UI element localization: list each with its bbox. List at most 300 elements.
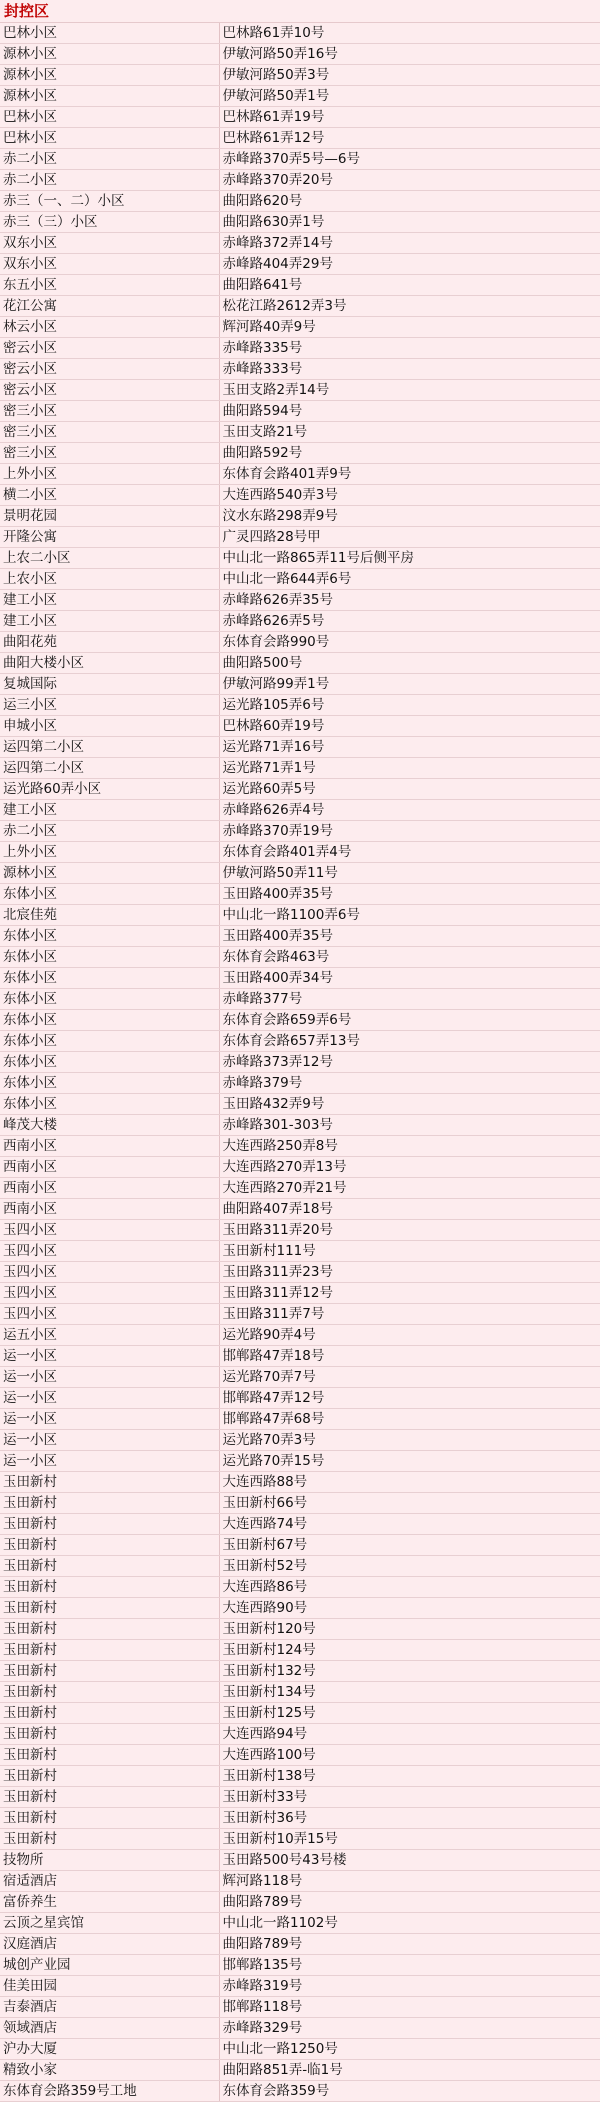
table-row — [0, 128, 600, 149]
table-row — [0, 800, 600, 821]
table-row — [0, 1766, 600, 1787]
community-cell[interactable]: 曲阳大楼小区 — [0, 653, 219, 674]
community-cell[interactable]: 巴林小区 — [0, 128, 219, 149]
table-row — [0, 695, 600, 716]
address-cell[interactable]: 伊敏河路50弄11号 — [219, 863, 600, 884]
address-cell[interactable]: 曲阳路620号 — [219, 191, 600, 212]
table-row — [0, 1808, 600, 1829]
table-row — [0, 821, 600, 842]
table-row — [0, 1724, 600, 1745]
community-cell[interactable]: 领域酒店 — [0, 2018, 219, 2039]
community-cell[interactable]: 西南小区 — [0, 1199, 219, 1220]
community-cell[interactable]: 密云小区 — [0, 359, 219, 380]
address-cell[interactable]: 玉田新村36号 — [219, 1808, 600, 1829]
community-cell[interactable]: 赤二小区 — [0, 149, 219, 170]
table-row — [0, 947, 600, 968]
address-cell[interactable]: 赤峰路626弄35号 — [219, 590, 600, 611]
address-cell[interactable]: 玉田路400弄35号 — [219, 884, 600, 905]
community-cell[interactable]: 玉田新村 — [0, 1829, 219, 1850]
community-cell[interactable]: 申城小区 — [0, 716, 219, 737]
table-row — [0, 107, 600, 128]
table-row — [0, 1871, 600, 1892]
community-cell[interactable]: 运四第二小区 — [0, 758, 219, 779]
address-cell[interactable]: 赤峰路370弄19号 — [219, 821, 600, 842]
table-row — [0, 1850, 600, 1871]
address-cell[interactable]: 曲阳路407弄18号 — [219, 1199, 600, 1220]
community-cell[interactable]: 赤二小区 — [0, 170, 219, 191]
community-cell[interactable]: 西南小区 — [0, 1157, 219, 1178]
table-row — [0, 590, 600, 611]
table-row — [0, 1346, 600, 1367]
address-cell[interactable]: 中山北一路865弄11号后侧平房 — [219, 548, 600, 569]
table-row — [0, 1640, 600, 1661]
table-row — [0, 1451, 600, 1472]
table-row — [0, 1514, 600, 1535]
address-cell[interactable]: 玉田新村134号 — [219, 1682, 600, 1703]
community-cell[interactable]: 赤三（一、二）小区 — [0, 191, 219, 212]
community-cell[interactable]: 东体小区 — [0, 1094, 219, 1115]
address-cell[interactable]: 运光路70弄15号 — [219, 1451, 600, 1472]
address-cell[interactable]: 大连西路540弄3号 — [219, 485, 600, 506]
community-cell[interactable]: 佳美田园 — [0, 1976, 219, 1997]
address-table-body — [0, 23, 600, 2102]
address-cell[interactable]: 玉田新村120号 — [219, 1619, 600, 1640]
table-row — [0, 1955, 600, 1976]
address-cell[interactable]: 玉田新村132号 — [219, 1661, 600, 1682]
address-cell[interactable]: 玉田新村52号 — [219, 1556, 600, 1577]
table-row — [0, 86, 600, 107]
address-cell[interactable]: 赤峰路626弄4号 — [219, 800, 600, 821]
community-cell[interactable]: 上外小区 — [0, 464, 219, 485]
table-row — [0, 527, 600, 548]
address-cell[interactable]: 中山北一路1100弄6号 — [219, 905, 600, 926]
table-row — [0, 401, 600, 422]
address-cell[interactable]: 运光路71弄1号 — [219, 758, 600, 779]
table-row — [0, 1472, 600, 1493]
address-cell[interactable]: 东体育会路657弄13号 — [219, 1031, 600, 1052]
table-row — [0, 611, 600, 632]
address-cell[interactable]: 东体育会路359号 — [219, 2081, 600, 2102]
address-cell[interactable]: 赤峰路301-303号 — [219, 1115, 600, 1136]
community-cell[interactable]: 复城国际 — [0, 674, 219, 695]
address-cell[interactable]: 中山北一路1250号 — [219, 2039, 600, 2060]
table-row — [0, 1997, 600, 2018]
table-row — [0, 758, 600, 779]
community-cell[interactable]: 云顶之星宾馆 — [0, 1913, 219, 1934]
community-cell[interactable]: 双东小区 — [0, 233, 219, 254]
community-cell[interactable]: 玉田新村 — [0, 1577, 219, 1598]
table-row — [0, 359, 600, 380]
community-cell[interactable]: 玉四小区 — [0, 1241, 219, 1262]
table-row — [0, 779, 600, 800]
community-cell[interactable]: 玉田新村 — [0, 1619, 219, 1640]
table-row — [0, 1388, 600, 1409]
address-cell[interactable]: 玉田新村33号 — [219, 1787, 600, 1808]
table-row — [0, 485, 600, 506]
address-cell[interactable]: 赤峰路377号 — [219, 989, 600, 1010]
community-cell[interactable]: 玉田新村 — [0, 1808, 219, 1829]
community-cell[interactable]: 吉泰酒店 — [0, 1997, 219, 2018]
community-cell[interactable]: 上外小区 — [0, 842, 219, 863]
community-cell[interactable]: 东体小区 — [0, 1010, 219, 1031]
community-cell[interactable]: 玉四小区 — [0, 1220, 219, 1241]
table-row — [0, 884, 600, 905]
address-cell[interactable]: 玉田路311弄23号 — [219, 1262, 600, 1283]
community-cell[interactable]: 横二小区 — [0, 485, 219, 506]
address-cell[interactable]: 赤峰路335号 — [219, 338, 600, 359]
table-row — [0, 44, 600, 65]
table-row — [0, 1976, 600, 1997]
table-row — [0, 1493, 600, 1514]
community-cell[interactable]: 密云小区 — [0, 380, 219, 401]
table-row — [0, 65, 600, 86]
community-cell[interactable]: 源林小区 — [0, 44, 219, 65]
address-cell[interactable]: 中山北一路1102号 — [219, 1913, 600, 1934]
community-cell[interactable]: 玉田新村 — [0, 1703, 219, 1724]
table-row — [0, 1598, 600, 1619]
address-cell[interactable]: 中山北一路644弄6号 — [219, 569, 600, 590]
community-cell[interactable]: 汉庭酒店 — [0, 1934, 219, 1955]
address-cell[interactable]: 玉田路400弄34号 — [219, 968, 600, 989]
community-cell[interactable]: 密云小区 — [0, 338, 219, 359]
community-cell[interactable]: 玉田新村 — [0, 1640, 219, 1661]
table-row — [0, 1304, 600, 1325]
address-cell[interactable]: 曲阳路630弄1号 — [219, 212, 600, 233]
table-row — [0, 1010, 600, 1031]
address-cell[interactable]: 邯郸路47弄68号 — [219, 1409, 600, 1430]
community-cell[interactable]: 密三小区 — [0, 443, 219, 464]
address-cell[interactable]: 曲阳路594号 — [219, 401, 600, 422]
table-row — [0, 1136, 600, 1157]
address-cell[interactable]: 玉田路311弄12号 — [219, 1283, 600, 1304]
address-cell[interactable]: 赤峰路333号 — [219, 359, 600, 380]
community-cell[interactable]: 东体小区 — [0, 926, 219, 947]
community-cell[interactable]: 源林小区 — [0, 65, 219, 86]
table-row — [0, 1577, 600, 1598]
community-cell[interactable]: 东体小区 — [0, 884, 219, 905]
community-cell[interactable]: 玉田新村 — [0, 1766, 219, 1787]
table-row — [0, 905, 600, 926]
community-cell[interactable]: 东体小区 — [0, 1073, 219, 1094]
community-cell[interactable]: 玉田新村 — [0, 1535, 219, 1556]
table-row — [0, 1157, 600, 1178]
table-row — [0, 380, 600, 401]
address-cell[interactable]: 曲阳路789号 — [219, 1892, 600, 1913]
community-cell[interactable]: 运三小区 — [0, 695, 219, 716]
address-cell[interactable]: 邯郸路47弄18号 — [219, 1346, 600, 1367]
table-row — [0, 23, 600, 44]
address-table — [0, 23, 600, 2102]
address-cell[interactable]: 东体育会路463号 — [219, 947, 600, 968]
table-row — [0, 653, 600, 674]
community-cell[interactable]: 景明花园 — [0, 506, 219, 527]
address-cell[interactable]: 赤峰路319号 — [219, 1976, 600, 1997]
table-row — [0, 1115, 600, 1136]
community-cell[interactable]: 玉四小区 — [0, 1262, 219, 1283]
table-row — [0, 1367, 600, 1388]
community-cell[interactable]: 花江公寓 — [0, 296, 219, 317]
community-cell[interactable]: 东体小区 — [0, 947, 219, 968]
address-cell[interactable]: 大连西路270弄13号 — [219, 1157, 600, 1178]
address-cell[interactable]: 赤峰路370弄20号 — [219, 170, 600, 191]
community-cell[interactable]: 上农小区 — [0, 569, 219, 590]
address-cell[interactable]: 玉田路311弄7号 — [219, 1304, 600, 1325]
address-cell[interactable]: 巴林路61弄12号 — [219, 128, 600, 149]
address-cell[interactable]: 玉田新村124号 — [219, 1640, 600, 1661]
community-cell[interactable]: 宿适酒店 — [0, 1871, 219, 1892]
community-cell[interactable]: 东体小区 — [0, 1031, 219, 1052]
table-row — [0, 569, 600, 590]
community-cell[interactable]: 双东小区 — [0, 254, 219, 275]
address-cell[interactable]: 玉田新村125号 — [219, 1703, 600, 1724]
table-row — [0, 212, 600, 233]
address-cell[interactable]: 伊敏河路99弄1号 — [219, 674, 600, 695]
address-cell[interactable]: 玉田路311弄20号 — [219, 1220, 600, 1241]
address-cell[interactable]: 运光路71弄16号 — [219, 737, 600, 758]
table-row — [0, 1262, 600, 1283]
address-cell[interactable]: 伊敏河路50弄3号 — [219, 65, 600, 86]
community-cell[interactable]: 沪办大厦 — [0, 2039, 219, 2060]
address-cell[interactable]: 巴林路60弄19号 — [219, 716, 600, 737]
table-row — [0, 2081, 600, 2102]
table-row — [0, 506, 600, 527]
table-row — [0, 1073, 600, 1094]
address-cell[interactable]: 东体育会路659弄6号 — [219, 1010, 600, 1031]
community-cell[interactable]: 运一小区 — [0, 1409, 219, 1430]
address-cell[interactable]: 运光路70弄3号 — [219, 1430, 600, 1451]
table-row — [0, 863, 600, 884]
table-row — [0, 1703, 600, 1724]
community-cell[interactable]: 曲阳花苑 — [0, 632, 219, 653]
table-row — [0, 1241, 600, 1262]
community-cell[interactable]: 建工小区 — [0, 611, 219, 632]
table-row — [0, 317, 600, 338]
table-row — [0, 926, 600, 947]
address-cell[interactable]: 运光路105弄6号 — [219, 695, 600, 716]
table-row — [0, 1619, 600, 1640]
community-cell[interactable]: 玉田新村 — [0, 1493, 219, 1514]
address-cell[interactable]: 玉田新村138号 — [219, 1766, 600, 1787]
address-cell[interactable]: 玉田路500号43号楼 — [219, 1850, 600, 1871]
community-cell[interactable]: 源林小区 — [0, 86, 219, 107]
address-cell[interactable]: 玉田路400弄35号 — [219, 926, 600, 947]
community-cell[interactable]: 城创产业园 — [0, 1955, 219, 1976]
address-cell[interactable]: 玉田新村66号 — [219, 1493, 600, 1514]
table-row — [0, 632, 600, 653]
address-cell[interactable]: 运光路60弄5号 — [219, 779, 600, 800]
community-cell[interactable]: 西南小区 — [0, 1178, 219, 1199]
table-row — [0, 275, 600, 296]
community-cell[interactable]: 运光路60弄小区 — [0, 779, 219, 800]
address-cell[interactable]: 东体育会路401弄4号 — [219, 842, 600, 863]
address-cell[interactable]: 曲阳路592号 — [219, 443, 600, 464]
table-row — [0, 233, 600, 254]
table-row — [0, 968, 600, 989]
community-cell[interactable]: 密三小区 — [0, 401, 219, 422]
table-row — [0, 716, 600, 737]
address-cell[interactable]: 大连西路88号 — [219, 1472, 600, 1493]
community-cell[interactable]: 玉田新村 — [0, 1745, 219, 1766]
table-row — [0, 1682, 600, 1703]
community-cell[interactable]: 玉田新村 — [0, 1724, 219, 1745]
address-cell[interactable]: 玉田路432弄9号 — [219, 1094, 600, 1115]
table-row — [0, 338, 600, 359]
table-row — [0, 737, 600, 758]
community-cell[interactable]: 东体小区 — [0, 1052, 219, 1073]
community-cell[interactable]: 精致小家 — [0, 2060, 219, 2081]
address-cell[interactable]: 运光路90弄4号 — [219, 1325, 600, 1346]
community-cell[interactable]: 建工小区 — [0, 590, 219, 611]
address-cell[interactable]: 邯郸路118号 — [219, 1997, 600, 2018]
table-row — [0, 464, 600, 485]
table-row — [0, 422, 600, 443]
community-cell[interactable]: 技物所 — [0, 1850, 219, 1871]
address-cell[interactable]: 大连西路74号 — [219, 1514, 600, 1535]
community-cell[interactable]: 赤二小区 — [0, 821, 219, 842]
table-row — [0, 1892, 600, 1913]
address-cell[interactable]: 巴林路61弄10号 — [219, 23, 600, 44]
community-cell[interactable]: 玉四小区 — [0, 1283, 219, 1304]
address-cell[interactable]: 巴林路61弄19号 — [219, 107, 600, 128]
address-cell[interactable]: 东体育会路990号 — [219, 632, 600, 653]
address-cell[interactable]: 曲阳路851弄-临1号 — [219, 2060, 600, 2081]
community-cell[interactable]: 巴林小区 — [0, 107, 219, 128]
table-row — [0, 1787, 600, 1808]
table-row — [0, 1934, 600, 1955]
address-cell[interactable]: 邯郸路135号 — [219, 1955, 600, 1976]
table-row — [0, 674, 600, 695]
community-cell[interactable]: 玉田新村 — [0, 1661, 219, 1682]
community-cell[interactable]: 密三小区 — [0, 422, 219, 443]
community-cell[interactable]: 玉田新村 — [0, 1598, 219, 1619]
community-cell[interactable]: 运四第二小区 — [0, 737, 219, 758]
address-cell[interactable]: 曲阳路500号 — [219, 653, 600, 674]
address-cell[interactable]: 大连西路270弄21号 — [219, 1178, 600, 1199]
table-row — [0, 1661, 600, 1682]
table-row — [0, 1913, 600, 1934]
address-cell[interactable]: 玉田支路21号 — [219, 422, 600, 443]
community-cell[interactable]: 东体育会路359号工地 — [0, 2081, 219, 2102]
community-cell[interactable]: 赤三（三）小区 — [0, 212, 219, 233]
address-cell[interactable]: 玉田新村10弄15号 — [219, 1829, 600, 1850]
address-cell[interactable]: 赤峰路373弄12号 — [219, 1052, 600, 1073]
table-row — [0, 296, 600, 317]
community-cell[interactable]: 运一小区 — [0, 1451, 219, 1472]
community-cell[interactable]: 运一小区 — [0, 1430, 219, 1451]
address-cell[interactable]: 辉河路118号 — [219, 1871, 600, 1892]
address-cell[interactable]: 汶水东路298弄9号 — [219, 506, 600, 527]
table-row — [0, 1430, 600, 1451]
community-cell[interactable]: 玉田新村 — [0, 1472, 219, 1493]
table-row — [0, 1199, 600, 1220]
table-row — [0, 2060, 600, 2081]
community-cell[interactable]: 建工小区 — [0, 800, 219, 821]
address-cell[interactable]: 赤峰路626弄5号 — [219, 611, 600, 632]
community-cell[interactable]: 林云小区 — [0, 317, 219, 338]
table-row — [0, 254, 600, 275]
community-cell[interactable]: 上农二小区 — [0, 548, 219, 569]
address-cell[interactable]: 赤峰路379号 — [219, 1073, 600, 1094]
address-cell[interactable]: 曲阳路641号 — [219, 275, 600, 296]
table-row — [0, 1052, 600, 1073]
community-cell[interactable]: 运一小区 — [0, 1388, 219, 1409]
community-cell[interactable]: 开隆公寓 — [0, 527, 219, 548]
community-cell[interactable]: 北宸佳苑 — [0, 905, 219, 926]
community-cell[interactable]: 运五小区 — [0, 1325, 219, 1346]
address-cell[interactable]: 松花江路2612弄3号 — [219, 296, 600, 317]
address-cell[interactable]: 赤峰路404弄29号 — [219, 254, 600, 275]
address-cell[interactable]: 辉河路40弄9号 — [219, 317, 600, 338]
table-row — [0, 1556, 600, 1577]
table-row — [0, 170, 600, 191]
table-row — [0, 1325, 600, 1346]
table-row — [0, 1535, 600, 1556]
table-row — [0, 1409, 600, 1430]
address-cell[interactable]: 邯郸路47弄12号 — [219, 1388, 600, 1409]
address-cell[interactable]: 大连西路100号 — [219, 1745, 600, 1766]
table-row — [0, 2018, 600, 2039]
table-row — [0, 989, 600, 1010]
address-cell[interactable]: 运光路70弄7号 — [219, 1367, 600, 1388]
table-row — [0, 1178, 600, 1199]
address-cell[interactable]: 大连西路94号 — [219, 1724, 600, 1745]
table-row — [0, 2039, 600, 2060]
table-row — [0, 149, 600, 170]
community-cell[interactable]: 东体小区 — [0, 989, 219, 1010]
community-cell[interactable]: 东五小区 — [0, 275, 219, 296]
address-cell[interactable]: 赤峰路372弄14号 — [219, 233, 600, 254]
community-cell[interactable]: 玉田新村 — [0, 1556, 219, 1577]
table-row — [0, 1745, 600, 1766]
address-cell[interactable]: 玉田支路2弄14号 — [219, 380, 600, 401]
address-cell[interactable]: 玉田新村67号 — [219, 1535, 600, 1556]
community-cell[interactable]: 玉田新村 — [0, 1787, 219, 1808]
address-cell[interactable]: 曲阳路789号 — [219, 1934, 600, 1955]
community-cell[interactable]: 运一小区 — [0, 1367, 219, 1388]
address-cell[interactable]: 伊敏河路50弄16号 — [219, 44, 600, 65]
table-row — [0, 1094, 600, 1115]
table-row — [0, 1829, 600, 1850]
table-row — [0, 548, 600, 569]
address-cell[interactable]: 大连西路86号 — [219, 1577, 600, 1598]
community-cell[interactable]: 西南小区 — [0, 1136, 219, 1157]
table-row — [0, 1031, 600, 1052]
address-cell[interactable]: 大连西路250弄8号 — [219, 1136, 600, 1157]
community-cell[interactable]: 运一小区 — [0, 1346, 219, 1367]
address-cell[interactable]: 赤峰路370弄5号—6号 — [219, 149, 600, 170]
address-cell[interactable]: 东体育会路401弄9号 — [219, 464, 600, 485]
sheet-title: 封控区 — [0, 0, 600, 23]
table-row — [0, 842, 600, 863]
table-row — [0, 1283, 600, 1304]
community-cell[interactable]: 玉田新村 — [0, 1514, 219, 1535]
table-row — [0, 443, 600, 464]
community-cell[interactable]: 玉四小区 — [0, 1304, 219, 1325]
community-cell[interactable]: 玉田新村 — [0, 1682, 219, 1703]
table-row — [0, 191, 600, 212]
address-cell[interactable]: 伊敏河路50弄1号 — [219, 86, 600, 107]
community-cell[interactable]: 源林小区 — [0, 863, 219, 884]
community-cell[interactable]: 富侨养生 — [0, 1892, 219, 1913]
address-cell[interactable]: 大连西路90号 — [219, 1598, 600, 1619]
table-row — [0, 1220, 600, 1241]
community-cell[interactable]: 峰茂大楼 — [0, 1115, 219, 1136]
community-cell[interactable]: 巴林小区 — [0, 23, 219, 44]
address-cell[interactable]: 赤峰路329号 — [219, 2018, 600, 2039]
community-cell[interactable]: 东体小区 — [0, 968, 219, 989]
address-cell[interactable]: 玉田新村111号 — [219, 1241, 600, 1262]
address-cell[interactable]: 广灵四路28号甲 — [219, 527, 600, 548]
